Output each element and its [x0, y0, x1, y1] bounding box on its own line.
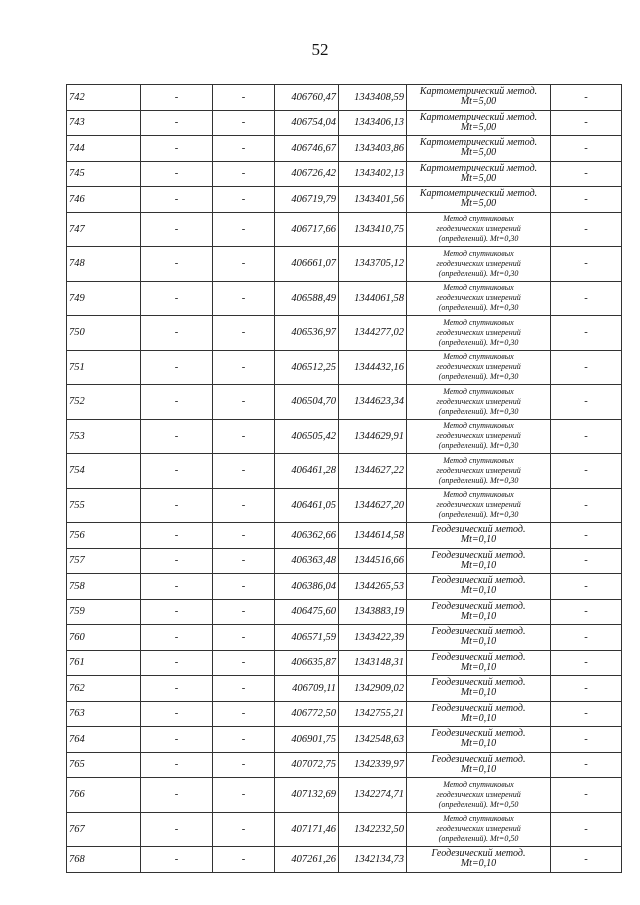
x-coordinate-cell: 406746,67: [275, 136, 339, 162]
x-coordinate-cell: 406386,04: [275, 574, 339, 600]
method-line: Метод спутниковых: [443, 490, 514, 500]
old-y-cell: -: [213, 599, 275, 625]
method-cell: [407, 136, 551, 162]
table-row: [67, 454, 622, 489]
x-coordinate-cell: 406772,50: [275, 701, 339, 727]
method-cell: [407, 727, 551, 753]
point-number-cell: 747: [67, 212, 141, 247]
old-x-cell: -: [141, 187, 213, 213]
table-row: [67, 548, 622, 574]
point-number-cell: 759: [67, 599, 141, 625]
method-line: Mt=0,10: [460, 610, 497, 622]
note-cell: -: [551, 676, 622, 702]
y-coordinate-cell: 1343402,13: [339, 161, 407, 187]
point-number-cell: 768: [67, 847, 141, 873]
old-y-cell: -: [213, 778, 275, 813]
table-row: [67, 625, 622, 651]
method-line: Геодезический метод.: [431, 677, 526, 689]
point-number-cell: 761: [67, 650, 141, 676]
note-cell: -: [551, 599, 622, 625]
x-coordinate-cell: 406635,87: [275, 650, 339, 676]
y-coordinate-cell: 1344277,02: [339, 316, 407, 351]
note-cell: -: [551, 625, 622, 651]
method-line: Геодезический метод.: [431, 702, 526, 714]
x-coordinate-cell: 406719,79: [275, 187, 339, 213]
old-y-cell: -: [213, 574, 275, 600]
x-coordinate-cell: 406661,07: [275, 247, 339, 282]
method-line: (определений). Mt=0,30: [438, 337, 519, 347]
y-coordinate-cell: 1343408,59: [339, 85, 407, 111]
method-line: геодезических измерений: [436, 396, 521, 406]
method-line: геодезических измерений: [436, 431, 521, 441]
method-cell: [407, 847, 551, 873]
old-y-cell: -: [213, 419, 275, 454]
point-number-cell: 753: [67, 419, 141, 454]
point-number-cell: 750: [67, 316, 141, 351]
table-row: [67, 676, 622, 702]
point-number-cell: 755: [67, 488, 141, 523]
y-coordinate-cell: 1342339,97: [339, 752, 407, 778]
old-y-cell: -: [213, 812, 275, 847]
table-row: [67, 136, 622, 162]
point-number-cell: 765: [67, 752, 141, 778]
table-row: [67, 523, 622, 549]
method-line: Mt=5,00: [460, 147, 497, 159]
table-row: [67, 350, 622, 385]
method-line: Геодезический метод.: [431, 728, 526, 740]
page-number: 52: [311, 40, 329, 59]
old-x-cell: -: [141, 454, 213, 489]
note-cell: -: [551, 161, 622, 187]
method-line: Картометрический метод.: [419, 111, 538, 123]
table-row: [67, 488, 622, 523]
method-cell: [407, 752, 551, 778]
method-line: Картометрический метод.: [419, 162, 538, 174]
method-line: (определений). Mt=0,50: [438, 799, 519, 809]
method-line: Mt=0,10: [460, 661, 497, 673]
old-y-cell: -: [213, 85, 275, 111]
method-line: Метод спутниковых: [443, 283, 514, 293]
note-cell: -: [551, 187, 622, 213]
note-cell: -: [551, 110, 622, 136]
table-row: [67, 212, 622, 247]
method-cell: [407, 316, 551, 351]
note-cell: -: [551, 650, 622, 676]
method-line: Геодезический метод.: [431, 626, 526, 638]
coordinates-table: [66, 84, 622, 873]
point-number-cell: 767: [67, 812, 141, 847]
method-line: Mt=0,10: [460, 763, 497, 775]
point-number-cell: 762: [67, 676, 141, 702]
table-row: [67, 85, 622, 111]
method-cell: [407, 523, 551, 549]
note-cell: -: [551, 812, 622, 847]
method-line: Геодезический метод.: [431, 651, 526, 663]
x-coordinate-cell: 406760,47: [275, 85, 339, 111]
method-line: Mt=5,00: [460, 96, 497, 108]
old-y-cell: -: [213, 548, 275, 574]
point-number-cell: 758: [67, 574, 141, 600]
old-x-cell: -: [141, 212, 213, 247]
old-y-cell: -: [213, 110, 275, 136]
method-line: Метод спутниковых: [443, 214, 514, 224]
note-cell: -: [551, 701, 622, 727]
x-coordinate-cell: 406588,49: [275, 281, 339, 316]
method-line: Mt=0,10: [460, 738, 497, 750]
y-coordinate-cell: 1344627,22: [339, 454, 407, 489]
method-line: геодезических измерений: [436, 293, 521, 303]
method-cell: [407, 212, 551, 247]
method-line: Геодезический метод.: [431, 524, 526, 536]
old-x-cell: -: [141, 523, 213, 549]
table-row: [67, 161, 622, 187]
table-body: [67, 85, 622, 873]
x-coordinate-cell: 406726,42: [275, 161, 339, 187]
method-line: геодезических измерений: [436, 258, 521, 268]
old-y-cell: -: [213, 523, 275, 549]
x-coordinate-cell: 406505,42: [275, 419, 339, 454]
method-line: (определений). Mt=0,30: [438, 372, 519, 382]
method-line: Метод спутниковых: [443, 386, 514, 396]
x-coordinate-cell: 406717,66: [275, 212, 339, 247]
y-coordinate-cell: 1343403,86: [339, 136, 407, 162]
x-coordinate-cell: 406754,04: [275, 110, 339, 136]
point-number-cell: 760: [67, 625, 141, 651]
note-cell: -: [551, 488, 622, 523]
method-line: геодезических измерений: [436, 465, 521, 475]
method-line: геодезических измерений: [436, 789, 521, 799]
method-line: (определений). Mt=0,30: [438, 406, 519, 416]
method-cell: [407, 281, 551, 316]
method-line: Метод спутниковых: [443, 421, 514, 431]
y-coordinate-cell: 1343148,31: [339, 650, 407, 676]
old-x-cell: -: [141, 316, 213, 351]
method-line: Mt=0,10: [460, 636, 497, 648]
y-coordinate-cell: 1343406,13: [339, 110, 407, 136]
y-coordinate-cell: 1342274,71: [339, 778, 407, 813]
old-x-cell: -: [141, 419, 213, 454]
old-y-cell: -: [213, 676, 275, 702]
old-x-cell: -: [141, 676, 213, 702]
method-line: (определений). Mt=0,30: [438, 475, 519, 485]
old-x-cell: -: [141, 85, 213, 111]
method-cell: [407, 247, 551, 282]
old-x-cell: -: [141, 161, 213, 187]
old-y-cell: -: [213, 385, 275, 420]
old-x-cell: -: [141, 350, 213, 385]
note-cell: -: [551, 454, 622, 489]
x-coordinate-cell: 406363,48: [275, 548, 339, 574]
old-y-cell: -: [213, 701, 275, 727]
x-coordinate-cell: 406475,60: [275, 599, 339, 625]
method-line: (определений). Mt=0,30: [438, 234, 519, 244]
x-coordinate-cell: 406461,05: [275, 488, 339, 523]
method-cell: [407, 454, 551, 489]
method-cell: [407, 625, 551, 651]
note-cell: -: [551, 523, 622, 549]
note-cell: -: [551, 548, 622, 574]
old-x-cell: -: [141, 812, 213, 847]
method-line: геодезических измерений: [436, 362, 521, 372]
note-cell: -: [551, 727, 622, 753]
method-line: Mt=0,10: [460, 712, 497, 724]
old-x-cell: -: [141, 778, 213, 813]
y-coordinate-cell: 1344516,66: [339, 548, 407, 574]
note-cell: -: [551, 778, 622, 813]
method-cell: [407, 161, 551, 187]
note-cell: -: [551, 752, 622, 778]
x-coordinate-cell: 406504,70: [275, 385, 339, 420]
point-number-cell: 748: [67, 247, 141, 282]
table-row: [67, 752, 622, 778]
old-y-cell: -: [213, 752, 275, 778]
method-cell: [407, 599, 551, 625]
table-row: [67, 574, 622, 600]
old-x-cell: -: [141, 488, 213, 523]
y-coordinate-cell: 1343422,39: [339, 625, 407, 651]
y-coordinate-cell: 1343705,12: [339, 247, 407, 282]
method-line: (определений). Mt=0,30: [438, 441, 519, 451]
x-coordinate-cell: 406536,97: [275, 316, 339, 351]
point-number-cell: 743: [67, 110, 141, 136]
method-cell: [407, 701, 551, 727]
method-line: (определений). Mt=0,50: [438, 834, 519, 844]
old-y-cell: -: [213, 187, 275, 213]
y-coordinate-cell: 1344061,58: [339, 281, 407, 316]
method-cell: [407, 488, 551, 523]
method-line: Геодезический метод.: [431, 848, 526, 860]
y-coordinate-cell: 1344265,53: [339, 574, 407, 600]
y-coordinate-cell: 1344432,16: [339, 350, 407, 385]
x-coordinate-cell: 406362,66: [275, 523, 339, 549]
old-y-cell: -: [213, 454, 275, 489]
table-row: [67, 110, 622, 136]
point-number-cell: 763: [67, 701, 141, 727]
old-x-cell: -: [141, 247, 213, 282]
method-line: Геодезический метод.: [431, 600, 526, 612]
method-line: Mt=0,10: [460, 559, 497, 571]
old-x-cell: -: [141, 701, 213, 727]
method-line: (определений). Mt=0,30: [438, 510, 519, 520]
old-y-cell: -: [213, 650, 275, 676]
method-cell: [407, 778, 551, 813]
old-y-cell: -: [213, 625, 275, 651]
note-cell: -: [551, 212, 622, 247]
method-cell: [407, 85, 551, 111]
method-line: Mt=0,10: [460, 687, 497, 699]
method-line: Метод спутниковых: [443, 779, 514, 789]
table-row: [67, 247, 622, 282]
old-y-cell: -: [213, 488, 275, 523]
method-cell: [407, 650, 551, 676]
method-line: Mt=5,00: [460, 172, 497, 184]
method-line: Метод спутниковых: [443, 814, 514, 824]
x-coordinate-cell: 406512,25: [275, 350, 339, 385]
method-line: Mt=5,00: [460, 121, 497, 133]
y-coordinate-cell: 1342232,50: [339, 812, 407, 847]
point-number-cell: 752: [67, 385, 141, 420]
point-number-cell: 764: [67, 727, 141, 753]
old-x-cell: -: [141, 281, 213, 316]
point-number-cell: 744: [67, 136, 141, 162]
table-row: [67, 727, 622, 753]
point-number-cell: 757: [67, 548, 141, 574]
x-coordinate-cell: 407072,75: [275, 752, 339, 778]
method-line: Картометрический метод.: [419, 188, 538, 200]
method-line: Геодезический метод.: [431, 753, 526, 765]
method-line: Геодезический метод.: [431, 549, 526, 561]
y-coordinate-cell: 1342548,63: [339, 727, 407, 753]
point-number-cell: 745: [67, 161, 141, 187]
method-cell: [407, 350, 551, 385]
table-row: [67, 701, 622, 727]
method-line: Метод спутниковых: [443, 317, 514, 327]
note-cell: -: [551, 385, 622, 420]
note-cell: -: [551, 419, 622, 454]
method-line: геодезических измерений: [436, 327, 521, 337]
old-x-cell: -: [141, 548, 213, 574]
old-x-cell: -: [141, 727, 213, 753]
method-line: Картометрический метод.: [419, 86, 538, 98]
old-y-cell: -: [213, 161, 275, 187]
old-x-cell: -: [141, 599, 213, 625]
old-x-cell: -: [141, 650, 213, 676]
table-row: [67, 281, 622, 316]
y-coordinate-cell: 1342134,73: [339, 847, 407, 873]
old-y-cell: -: [213, 316, 275, 351]
y-coordinate-cell: 1344614,58: [339, 523, 407, 549]
x-coordinate-cell: 407132,69: [275, 778, 339, 813]
note-cell: -: [551, 847, 622, 873]
table-row: [67, 316, 622, 351]
method-line: Mt=0,10: [460, 858, 497, 870]
y-coordinate-cell: 1344629,91: [339, 419, 407, 454]
point-number-cell: 756: [67, 523, 141, 549]
table-row: [67, 812, 622, 847]
method-cell: [407, 574, 551, 600]
old-x-cell: -: [141, 385, 213, 420]
note-cell: -: [551, 574, 622, 600]
x-coordinate-cell: 407171,46: [275, 812, 339, 847]
y-coordinate-cell: 1343401,56: [339, 187, 407, 213]
method-cell: [407, 110, 551, 136]
x-coordinate-cell: 407261,26: [275, 847, 339, 873]
old-y-cell: -: [213, 281, 275, 316]
table-row: [67, 385, 622, 420]
y-coordinate-cell: 1344627,20: [339, 488, 407, 523]
method-cell: [407, 812, 551, 847]
method-line: Mt=0,10: [460, 585, 497, 597]
method-line: Mt=5,00: [460, 198, 497, 210]
method-line: Метод спутниковых: [443, 248, 514, 258]
point-number-cell: 754: [67, 454, 141, 489]
table-row: [67, 599, 622, 625]
x-coordinate-cell: 406461,28: [275, 454, 339, 489]
method-cell: [407, 419, 551, 454]
method-line: Картометрический метод.: [419, 137, 538, 149]
y-coordinate-cell: 1342909,02: [339, 676, 407, 702]
table-row: [67, 187, 622, 213]
method-cell: [407, 548, 551, 574]
y-coordinate-cell: 1343410,75: [339, 212, 407, 247]
table-row: [67, 419, 622, 454]
point-number-cell: 751: [67, 350, 141, 385]
point-number-cell: 746: [67, 187, 141, 213]
method-line: Метод спутниковых: [443, 352, 514, 362]
old-y-cell: -: [213, 727, 275, 753]
table-row: [67, 778, 622, 813]
old-y-cell: -: [213, 247, 275, 282]
method-line: геодезических измерений: [436, 224, 521, 234]
old-x-cell: -: [141, 574, 213, 600]
old-y-cell: -: [213, 212, 275, 247]
note-cell: -: [551, 281, 622, 316]
method-cell: [407, 676, 551, 702]
x-coordinate-cell: 406571,59: [275, 625, 339, 651]
table-row: [67, 650, 622, 676]
note-cell: -: [551, 136, 622, 162]
x-coordinate-cell: 406709,11: [275, 676, 339, 702]
old-y-cell: -: [213, 847, 275, 873]
note-cell: -: [551, 316, 622, 351]
y-coordinate-cell: 1342755,21: [339, 701, 407, 727]
method-line: Метод спутниковых: [443, 455, 514, 465]
y-coordinate-cell: 1343883,19: [339, 599, 407, 625]
point-number-cell: 749: [67, 281, 141, 316]
old-x-cell: -: [141, 110, 213, 136]
y-coordinate-cell: 1344623,34: [339, 385, 407, 420]
method-cell: [407, 187, 551, 213]
x-coordinate-cell: 406901,75: [275, 727, 339, 753]
method-line: Mt=0,10: [460, 534, 497, 546]
point-number-cell: 742: [67, 85, 141, 111]
old-x-cell: -: [141, 625, 213, 651]
point-number-cell: 766: [67, 778, 141, 813]
table-row: [67, 847, 622, 873]
note-cell: -: [551, 85, 622, 111]
method-cell: [407, 385, 551, 420]
old-x-cell: -: [141, 847, 213, 873]
note-cell: -: [551, 350, 622, 385]
method-line: Геодезический метод.: [431, 575, 526, 587]
method-line: (определений). Mt=0,30: [438, 303, 519, 313]
method-line: (определений). Mt=0,30: [438, 268, 519, 278]
old-y-cell: -: [213, 350, 275, 385]
old-x-cell: -: [141, 136, 213, 162]
old-y-cell: -: [213, 136, 275, 162]
method-line: геодезических измерений: [436, 824, 521, 834]
old-x-cell: -: [141, 752, 213, 778]
method-line: геодезических измерений: [436, 500, 521, 510]
note-cell: -: [551, 247, 622, 282]
